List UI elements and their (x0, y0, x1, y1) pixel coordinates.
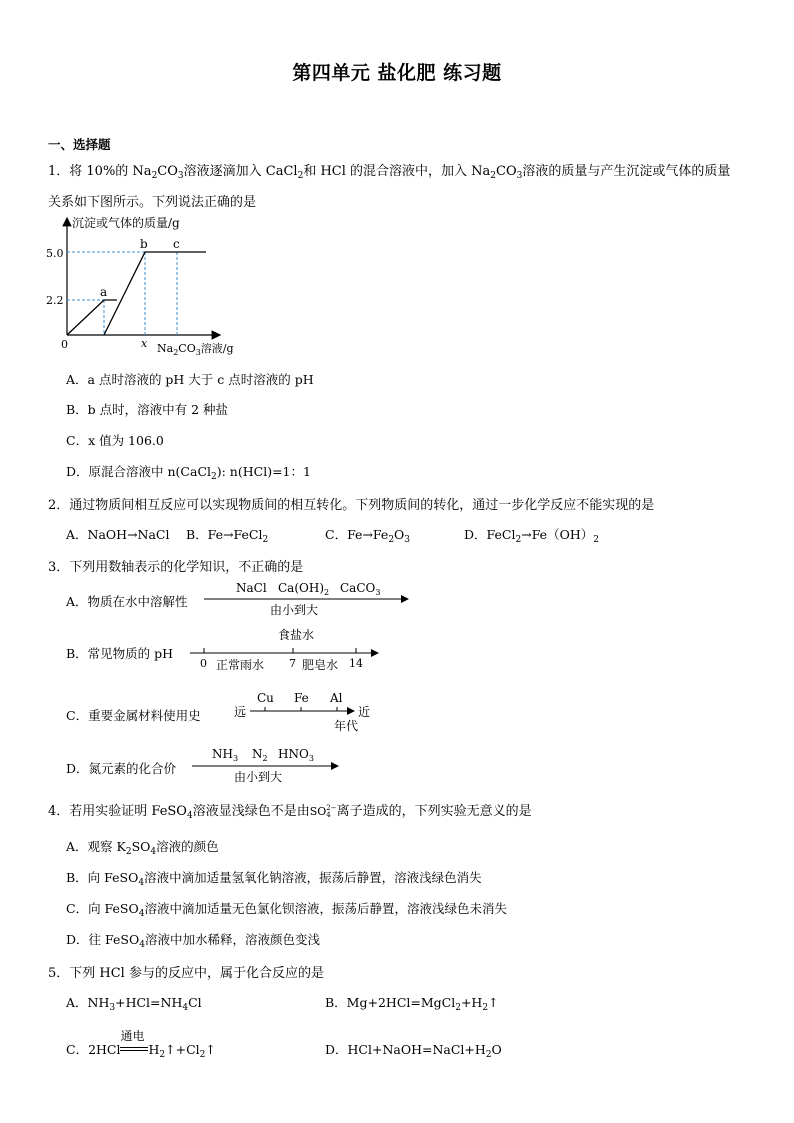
gas-line (67, 300, 117, 335)
c-item-fe: Fe (294, 691, 309, 705)
q2-option-d[interactable]: D．$FeCl_2\to Fe(OH)_2$ (464, 527, 599, 545)
q5-option-d[interactable]: D．$HCl+NaOH=NaCl+H_2O$ (325, 1042, 502, 1060)
c-near-label: 近 (358, 705, 371, 719)
question-4-stem: 4．若用实验证明 FeSO$_4$溶液显浅绿色不是由SO2− 4 离子造成的，下列实验无意义的是 (48, 804, 532, 821)
c-item-cu: Cu (257, 691, 274, 705)
q5-option-b[interactable]: B．$Mg+2HCl=MgCl_2+H_2↑$ (325, 995, 499, 1013)
y-tick-5: 5.0 (46, 247, 64, 260)
q3-d-axis (190, 742, 345, 786)
a-item-nacl: NaCl (236, 581, 267, 595)
a-item-caco3: CaCO$_3$ (340, 581, 381, 597)
question-3-stem: 3．下列用数轴表示的化学知识，不正确的是 (48, 560, 304, 575)
q2-option-b[interactable]: B．Fe→FeCl$_2$ (186, 527, 269, 545)
y-axis-label: 沉淀或气体的质量/g (72, 216, 180, 230)
point-c-label: c (173, 237, 180, 251)
d-item-n2: $N_2$ (252, 747, 268, 763)
b-num-14: 14 (349, 657, 363, 670)
electrolysis-condition: 通电 (120, 1042, 148, 1056)
q1-option-a[interactable]: A．a 点时溶液的 pH 大于 c 点时溶液的 pH (66, 372, 314, 387)
q5-option-c[interactable]: C．2HCl 通电 $H_2↑+Cl_2↑$ (66, 1029, 216, 1060)
b-rain-label: 正常雨水 (216, 658, 265, 672)
x-mark-label: x (141, 337, 148, 350)
c-under-label: 年代 (334, 719, 359, 733)
q4-option-c[interactable]: C．向 FeSO$_4$溶液中滴加适量无色氯化钡溶液，振荡后静置，溶液浅绿色未消失 (66, 901, 507, 919)
point-a-label: a (100, 285, 108, 299)
precipitate-line (104, 252, 206, 335)
y-tick-2-2: 2.2 (46, 294, 64, 307)
q4-option-a[interactable]: A．观察 $K_2SO_4$溶液的颜色 (66, 839, 219, 857)
x-axis-label: $Na_2CO_3$溶液/g (157, 342, 234, 357)
c-item-al: Al (330, 691, 343, 705)
q5-option-a[interactable]: A．$NH_3+HCl=NH_4Cl$ (66, 995, 202, 1013)
page-title: 第四单元 盐化肥 练习题 (292, 62, 502, 84)
point-b-label: b (140, 237, 148, 251)
q2-option-c[interactable]: C．$Fe\to Fe_2O_3$ (325, 527, 411, 545)
q3-b-axis (186, 624, 386, 676)
q3-a-axis (200, 576, 415, 620)
q3-option-a[interactable]: A．物质在水中溶解性 (66, 594, 188, 609)
b-num-0: 0 (200, 657, 207, 670)
d-item-hno3: $HNO_3$ (278, 747, 314, 763)
q3-option-d[interactable]: D．氮元素的化合价 (66, 761, 177, 776)
question-5-stem: 5．下列 HCl 参与的反应中，属于化合反应的是 (48, 966, 324, 981)
question-1-line-2: 关系如下图所示。下列说法正确的是 (48, 195, 257, 210)
q3-c-axis (230, 686, 380, 736)
d-under-label: 由小到大 (234, 770, 283, 784)
q4-option-d[interactable]: D．往 FeSO$_4$溶液中加水稀释，溶液颜色变浅 (66, 932, 320, 950)
q3-option-b[interactable]: B．常见物质的 pH (66, 646, 174, 661)
a-under-label: 由小到大 (270, 603, 319, 617)
sulfate-ion: SO2− 4 (309, 804, 337, 819)
d-item-nh3: $NH_3$ (212, 747, 239, 763)
question-2-stem: 2．通过物质间相互反应可以实现物质间的相互转化。下列物质间的转化，通过一步化学反应不能实现的是 (48, 498, 655, 513)
q4-option-b[interactable]: B．向 FeSO$_4$溶液中滴加适量氢氧化钠溶液，振荡后静置，溶液浅绿色消失 (66, 870, 482, 888)
b-soap-label: 肥皂水 (302, 658, 339, 672)
c-far-label: 远 (234, 705, 247, 719)
q3-option-c[interactable]: C．重要金属材料使用史 (66, 708, 201, 723)
q1-option-c[interactable]: C．x 值为 106.0 (66, 433, 164, 448)
q1-option-b[interactable]: B．b 点时，溶液中有 2 种盐 (66, 402, 229, 417)
q1-option-d[interactable]: D．原混合溶液中 n(CaCl$_2$): n(HCl)=1：1 (66, 464, 311, 482)
section-heading: 一、选择题 (48, 137, 111, 152)
b-num-7: 7 (289, 657, 296, 670)
b-top-label: 食盐水 (278, 628, 315, 642)
origin-label: 0 (61, 338, 68, 351)
q1-mass-chart (40, 212, 270, 357)
a-item-caoh2: $Ca(OH)_2$ (278, 581, 330, 597)
q2-option-a[interactable]: A．NaOH→NaCl (66, 527, 170, 542)
question-1-line-1: 1．将 10%的 $Na_2CO_3$溶液逐滴加入 CaCl$_2$和 HCl 的混合溶液中，加入 $Na_2CO_3$溶液的质量与产生沉淀或气体的质量 (48, 164, 731, 181)
